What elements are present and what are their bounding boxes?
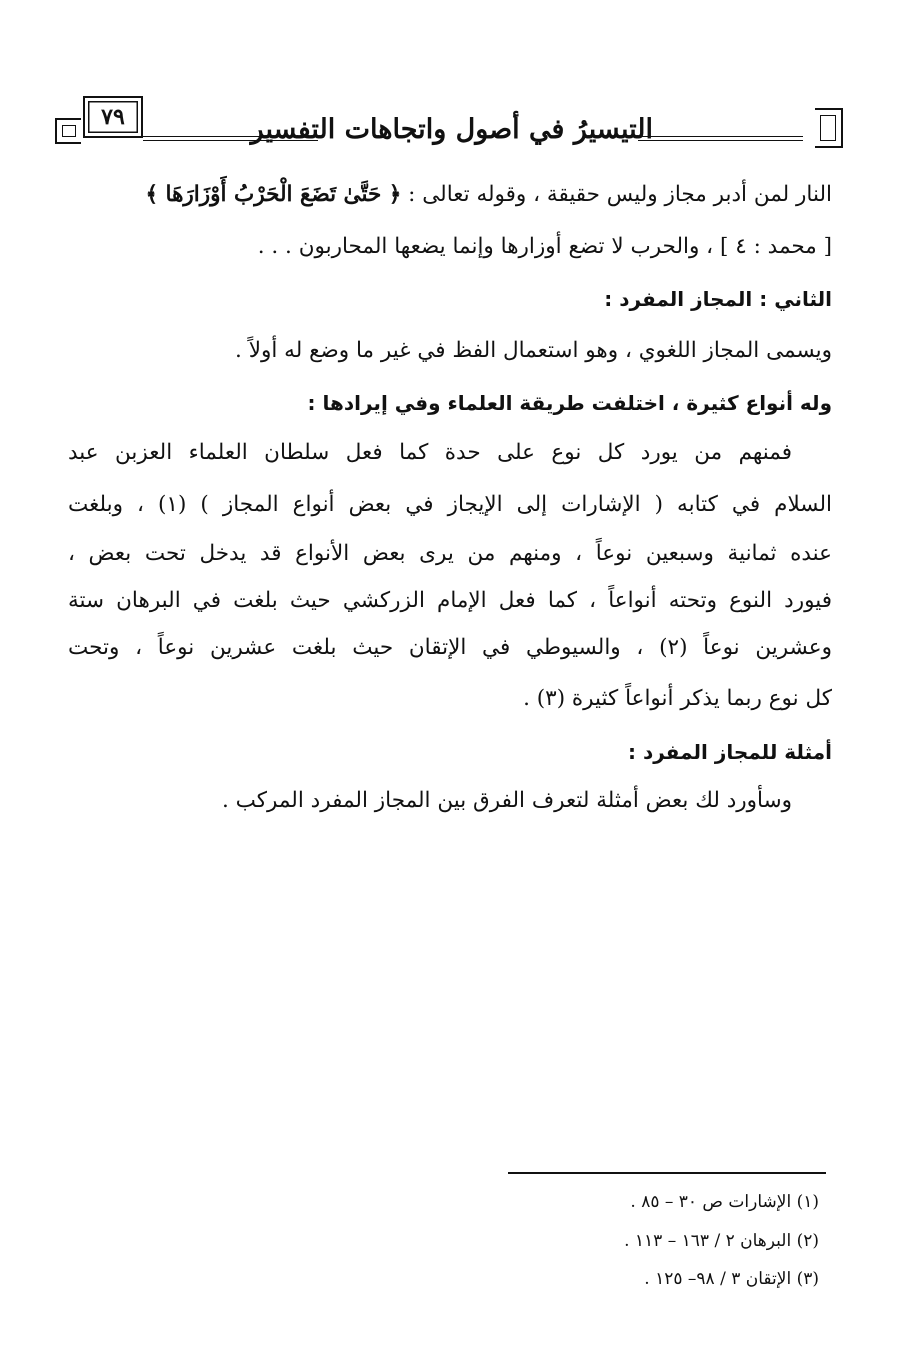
body-line-2: [ محمد : ٤ ] ، والحرب لا تضع أوزارها وإنما يضعها المحاربون . . .: [257, 234, 832, 259]
paragraph-line: عنده ثمانية وسبعين نوعاً ، ومنهم من يرى بعض الأنواع قد يدخل تحت بعض ،: [68, 541, 832, 566]
paragraph-line: فمنهم من يورد كل نوع على حدة كما فعل سلطان العلماء العزبن عبد: [68, 440, 792, 465]
paragraph-line: كل نوع ربما يذكر أنواعاً كثيرة (٣) .: [523, 686, 832, 711]
body-line-1-text: النار لمن أدبر مجاز وليس حقيقة ، وقوله تعالى :: [401, 182, 832, 207]
body-line-3: ويسمى المجاز اللغوي ، وهو استعمال الفظ في غير ما وضع له أولاً .: [235, 338, 832, 363]
section-heading-second: الثاني : المجاز المفرد :: [604, 287, 832, 311]
running-header: [55, 96, 843, 154]
quran-verse: ﴿ حَتَّىٰ تَضَعَ الْحَرْبُ أَوْزَارَهَا ﴾: [145, 182, 402, 207]
body-line-1: [145, 180, 832, 210]
footnote-3: (٣) الإتقان ٣ / ٩٨– ١٢٥ .: [644, 1269, 819, 1289]
footnote-rule: [508, 1172, 826, 1174]
footnote-2: (٢) البرهان ٢ / ١٦٣ – ١١٣ .: [624, 1231, 819, 1251]
paragraph-line: وعشرين نوعاً (٢) ، والسيوطي في الإتقان حيث بلغت عشرين نوعاً ، وتحت: [68, 635, 832, 660]
paragraph-line: فيورد النوع وتحته أنواعاً ، كما فعل الإمام الزركشي حيث بلغت في البرهان ستة: [68, 588, 832, 613]
header-ornament-right: [815, 108, 843, 148]
header-rule-right: [638, 136, 803, 141]
section-heading-types: وله أنواع كثيرة ، اختلفت طريقة العلماء وفي إيرادها :: [307, 391, 832, 415]
footnote-1: (١) الإشارات ص ٣٠ – ٨٥ .: [630, 1192, 819, 1212]
section-heading-examples: أمثلة للمجاز المفرد :: [628, 740, 832, 764]
running-title: التيسيرُ في أصول واتجاهات التفسير: [250, 114, 653, 145]
header-ornament-left: [55, 118, 81, 144]
header-rule-left: [143, 136, 318, 141]
body-line-last: وسأورد لك بعض أمثلة لتعرف الفرق بين المجاز المفرد المركب .: [222, 788, 792, 813]
page-number: ٧٩: [83, 96, 143, 138]
paragraph-line: السلام في كتابه ( الإشارات إلى الإيجاز في بعض أنواع المجاز ) (١) ، وبلغت: [68, 492, 832, 517]
